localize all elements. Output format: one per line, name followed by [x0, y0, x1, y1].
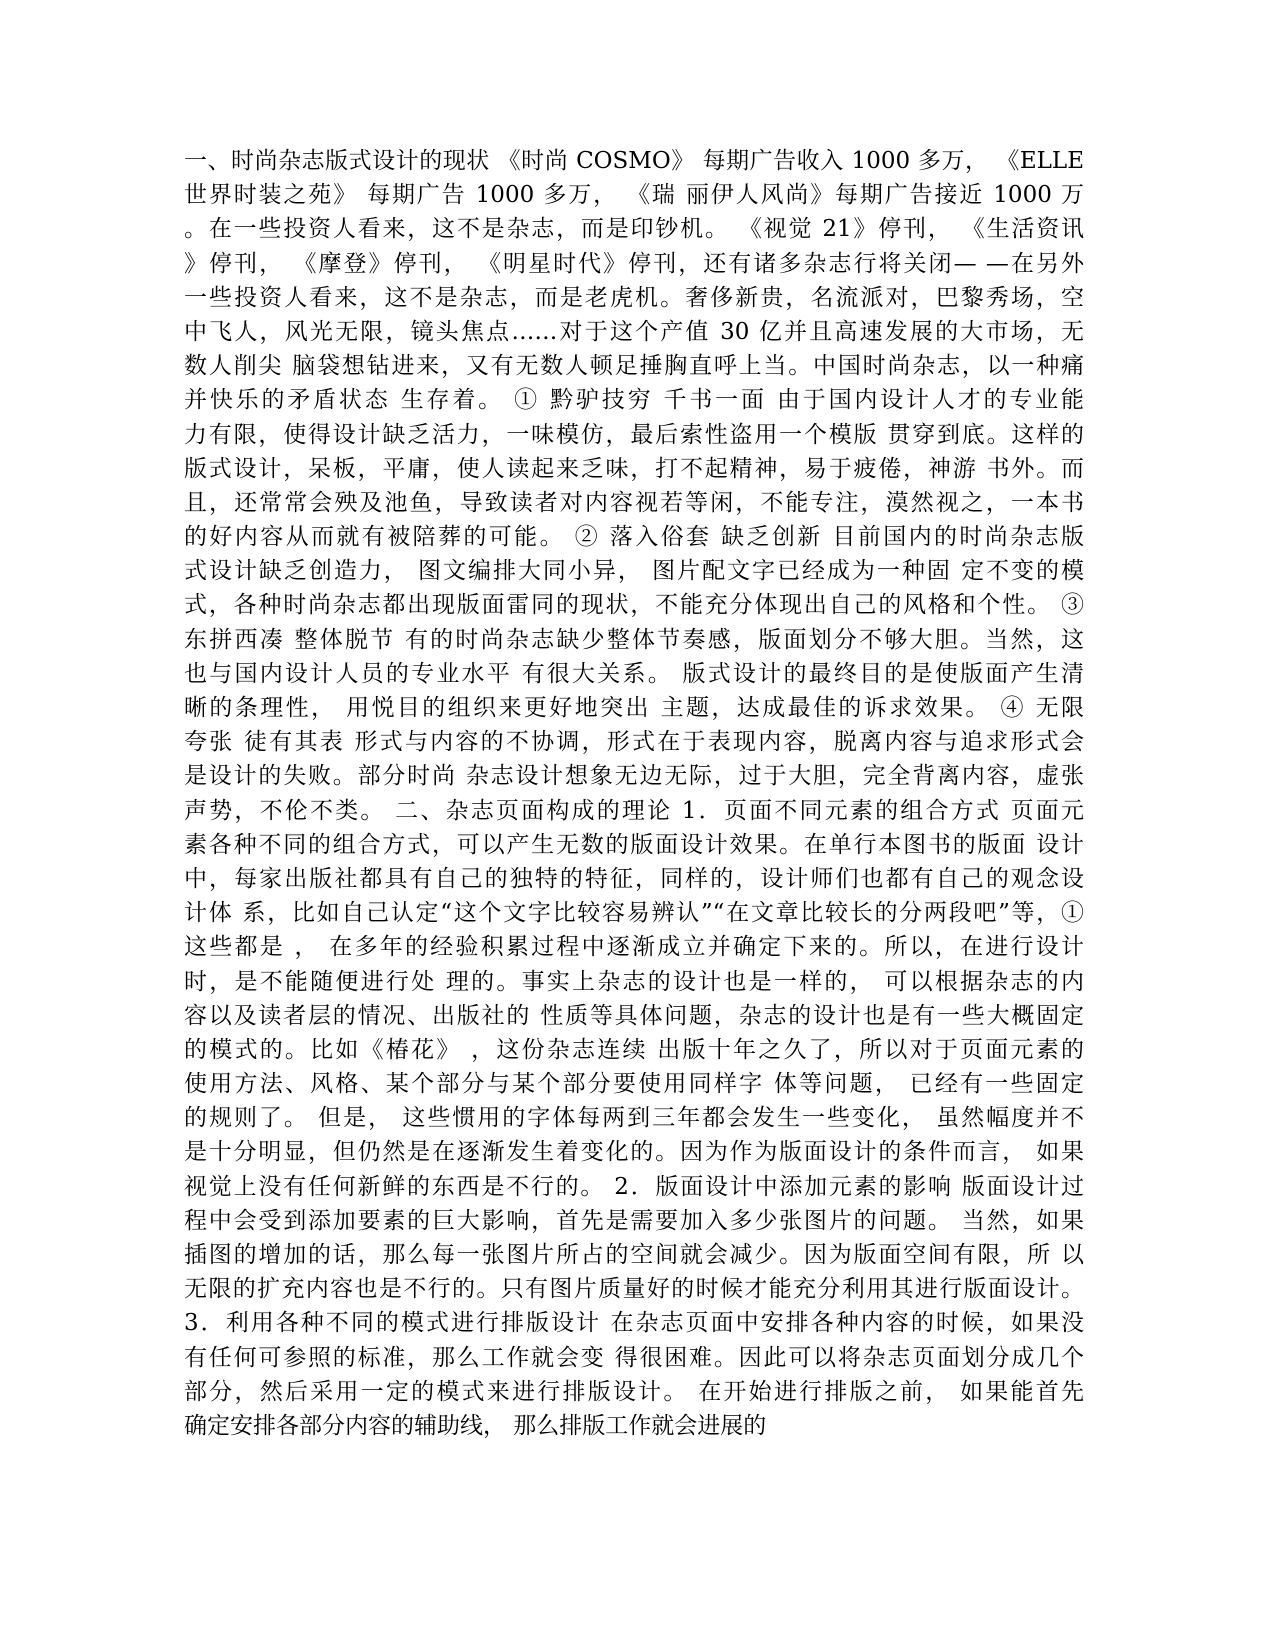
- text-line-3: 。在一些投资人看来，这不是杂志，而是印钞机。 《视觉 21》停刊， 《生活资讯: [184, 216, 1084, 243]
- text-line-2: 世界时装之苑》 每期广告 1000 多万， 《瑞 丽伊人风尚》每期广告接近 1000 万: [184, 182, 1084, 209]
- text-line-30: 是十分明显，但仍然是在逐渐发生着变化的。因为作为版面设计的条件而言， 如果: [184, 1139, 1084, 1166]
- text-line-16: 也与国内设计人员的专业水平 有很大关系。 版式设计的最终目的是使版面产生清: [184, 660, 1084, 687]
- text-line-21: 素各种不同的组合方式，可以产生无数的版面设计效果。在单行本图书的版面 设计: [184, 831, 1084, 858]
- text-line-37: 部分，然后采用一定的模式来进行排版设计。 在开始进行排版之前， 如果能首先: [184, 1378, 1084, 1405]
- text-line-12: 的好内容从而就有被陪葬的可能。 ② 落入俗套 缺乏创新 目前国内的时尚杂志版: [184, 524, 1084, 551]
- text-line-38: 确定安排各部分内容的辅助线， 那么排版工作就会进展的: [184, 1412, 767, 1439]
- text-line-20: 声势，不伦不类。 二、杂志页面构成的理论 1．页面不同元素的组合方式 页面元: [184, 797, 1084, 824]
- text-line-15: 东拼西凑 整体脱节 有的时尚杂志缺少整体节奏感，版面划分不够大胆。当然，这: [184, 626, 1084, 653]
- text-line-32: 程中会受到添加要素的巨大影响，首先是需要加入多少张图片的问题。 当然，如果: [184, 1207, 1084, 1234]
- text-line-28: 使用方法、风格、某个部分与某个部分要使用同样字 体等问题， 已经有一些固定: [184, 1071, 1084, 1098]
- text-line-22: 中，每家出版社都具有自己的独特的特征，同样的，设计师们也都有自己的观念设: [184, 865, 1084, 892]
- text-line-18: 夸张 徒有其表 形式与内容的不协调，形式在于表现内容，脱离内容与追求形式会: [184, 729, 1084, 756]
- text-line-36: 有任何可参照的标准，那么工作就会变 得很困难。因此可以将杂志页面划分成几个: [184, 1344, 1084, 1371]
- text-line-11: 且，还常常会殃及池鱼，导致读者对内容视若等闲，不能专注，漠然视之，一本书: [184, 489, 1084, 516]
- text-line-17: 晰的条理性， 用悦目的组织来更好地突出 主题，达成最佳的诉求效果。 ④ 无限: [184, 695, 1084, 721]
- text-line-14: 式，各种时尚杂志都出现版面雷同的现状，不能充分体现出自己的风格和个性。 ③: [184, 592, 1084, 619]
- text-line-7: 数人削尖 脑袋想钻进来，又有无数人顿足捶胸直呼上当。中国时尚杂志，以一种痛: [184, 353, 1084, 380]
- text-line-34: 无限的扩充内容也是不行的。只有图片质量好的时候才能充分利用其进行版面设计。: [184, 1276, 1084, 1303]
- text-line-13: 式设计缺乏创造力， 图文编排大同小异， 图片配文字已经成为一种固 定不变的模: [184, 558, 1084, 585]
- text-line-19: 是设计的失败。部分时尚 杂志设计想象无边无际，过于大胆，完全背离内容，虚张: [184, 763, 1084, 790]
- text-line-4: 》停刊， 《摩登》停刊， 《明星时代》停刊，还有诸多杂志行将关闭— —在另外: [184, 250, 1084, 277]
- text-line-5: 一些投资人看来，这不是杂志，而是老虎机。奢侈新贵，名流派对，巴黎秀场，空: [184, 284, 1084, 311]
- text-line-24: 这些都是 ， 在多年的经验积累过程中逐渐成立并确定下来的。所以，在进行设计: [184, 934, 1084, 961]
- text-line-23: 计体 系，比如自己认定“这个文字比较容易辨认”“在文章比较长的分两段吧”等，①: [184, 900, 1084, 927]
- text-line-6: 中飞人，风光无限，镜头焦点……对于这个产值 30 亿并且高速发展的大市场，无: [184, 318, 1084, 345]
- text-line-26: 容以及读者层的情况、出版社的 性质等具体问题，杂志的设计也是有一些大概固定: [184, 1002, 1084, 1029]
- text-line-29: 的规则了。 但是， 这些惯用的字体每两到三年都会发生一些变化， 虽然幅度并不: [184, 1105, 1084, 1132]
- text-line-9: 力有限，使得设计缺乏活力，一味模仿，最后索性盗用一个模版 贯穿到底。这样的: [184, 421, 1084, 448]
- text-line-33: 插图的增加的话，那么每一张图片所占的空间就会减少。因为版面空间有限，所 以: [184, 1242, 1084, 1268]
- body-text: [184, 144, 1084, 1443]
- text-line-8: 并快乐的矛盾状态 生存着。 ① 黔驴技穷 千书一面 由于国内设计人才的专业能: [184, 387, 1084, 414]
- text-line-1: 一、时尚杂志版式设计的现状 《时尚 COSMO》 每期广告收入 1000 多万， 《ELLE: [184, 148, 1084, 174]
- text-line-25: 时，是不能随便进行处 理的。事实上杂志的设计也是一样的， 可以根据杂志的内: [184, 968, 1084, 995]
- text-line-31: 视觉上没有任何新鲜的东西是不行的。 2．版面设计中添加元素的影响 版面设计过: [184, 1173, 1084, 1200]
- text-line-35: 3．利用各种不同的模式进行排版设计 在杂志页面中安排各种内容的时候，如果没: [184, 1310, 1084, 1337]
- text-line-27: 的模式的。比如《椿花》 ，这份杂志连续 出版十年之久了，所以对于页面元素的: [184, 1036, 1084, 1063]
- text-line-10: 版式设计，呆板，平庸，使人读起来乏味，打不起精神，易于疲倦，神游 书外。而: [184, 455, 1084, 482]
